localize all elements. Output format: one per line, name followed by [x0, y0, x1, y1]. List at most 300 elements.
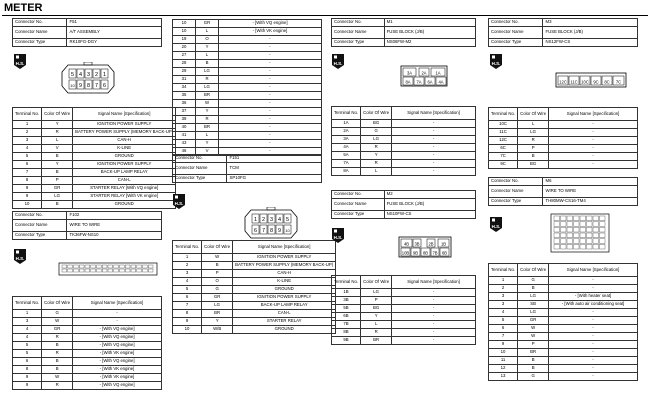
terminal-row: [489, 357, 638, 365]
wire-color: R: [42, 382, 73, 390]
terminal-row: [489, 277, 638, 285]
terminal-number: 7: [173, 302, 202, 310]
wire-color: BR: [361, 337, 392, 345]
wire-color: LG: [518, 129, 549, 137]
wire-color: B: [42, 201, 73, 209]
hs-label: H.S.: [15, 61, 25, 66]
signal-name: -: [219, 36, 322, 44]
connector-info-table: [488, 177, 638, 206]
terminal-row: [173, 108, 322, 116]
signal-name: -: [219, 108, 322, 116]
signal-name: CAN-H: [73, 137, 176, 145]
terminal-row: [173, 52, 322, 60]
signal-name: -: [392, 168, 476, 176]
terminal-row: [489, 137, 638, 145]
terminal-row: [489, 129, 638, 137]
signal-name: -: [549, 333, 638, 341]
signal-name: -: [549, 145, 638, 153]
terminal-number: 6: [13, 358, 42, 366]
signal-name: K-LINE: [73, 145, 176, 153]
wire-color: O: [202, 278, 233, 286]
signal-name: -: [549, 317, 638, 325]
terminal-number: 7A: [332, 160, 361, 168]
terminal-row: [489, 301, 638, 309]
wire-color: BR: [196, 124, 219, 132]
signal-name: -: [392, 289, 476, 297]
signal-name: K-LINE: [233, 278, 336, 286]
hs-icon: [172, 193, 186, 210]
wire-color: GR: [518, 317, 549, 325]
terminal-table: [12, 296, 162, 390]
connector-info-table: [488, 18, 638, 47]
terminal-number: 8B: [332, 329, 361, 337]
signal-header: Signal Name [Specification]: [549, 108, 638, 121]
terminal-number: 2: [13, 129, 42, 137]
terminal-row: [332, 297, 476, 305]
title-divider: [2, 15, 648, 16]
terminal-number: 11C: [489, 129, 518, 137]
pin-label: 2: [261, 217, 266, 223]
terminal-row: [173, 262, 336, 270]
signal-name: -: [549, 349, 638, 357]
wire-color: P: [202, 270, 233, 278]
signal-name: BACK-UP LAMP RELAY: [73, 169, 176, 177]
signal-name: STARTER RELAY [With VQ engine]: [73, 185, 176, 193]
wire-color: LG: [196, 68, 219, 76]
color-header: Color Of Wire: [42, 108, 73, 121]
terminal-row: [173, 286, 336, 294]
terminal-number: 27: [173, 52, 196, 60]
terminal-row: [13, 334, 162, 342]
wire-color: R: [361, 160, 392, 168]
terminal-number: 10: [13, 201, 42, 209]
wire-color: W: [518, 325, 549, 333]
terminal-number: 3: [13, 318, 42, 326]
terminal-number: 9: [13, 382, 42, 390]
wire-color: W: [42, 374, 73, 382]
terminal-row: [13, 145, 176, 153]
signal-name: GROUND: [233, 326, 336, 334]
terminal-number: 5: [13, 342, 42, 350]
pin-label: 1: [102, 72, 107, 78]
terminal-row: [173, 44, 322, 52]
info-value: TK36FW-NS10: [67, 232, 162, 240]
signal-name: CAN-L: [233, 310, 336, 318]
terminal-number: 6: [489, 325, 518, 333]
info-value: FUSE BLOCK (J/B): [543, 27, 638, 39]
signal-name: -: [219, 84, 322, 92]
info-label: Connector Name: [173, 163, 227, 175]
terminal-number: 4: [13, 145, 42, 153]
connector-face-icon: [400, 65, 448, 87]
terminal-row: [13, 358, 162, 366]
terminal-row: [173, 116, 322, 124]
wire-color: R: [42, 350, 73, 358]
signal-name: -: [219, 76, 322, 84]
connector-info-table: [172, 154, 322, 183]
signal-name: - [With auto air conditioning seat]: [549, 301, 638, 309]
terminal-row: [13, 350, 162, 358]
terminal-number: 35: [173, 92, 196, 100]
info-value: F102: [67, 212, 162, 220]
terminal-table-header: [332, 107, 476, 120]
connector-info-table: [12, 18, 162, 47]
signal-name: -: [392, 305, 476, 313]
connector-face-icon: [550, 213, 610, 253]
wire-color: GR: [196, 20, 219, 28]
terminal-number: 6B: [332, 313, 361, 321]
terminal-table-header: [13, 297, 162, 310]
info-label: Connector Type: [13, 232, 67, 240]
info-label: Connector No.: [332, 191, 385, 199]
terminal-row: [489, 325, 638, 333]
terminal-number: 8: [13, 177, 42, 185]
signal-name: -: [219, 44, 322, 52]
signal-name: -: [392, 120, 476, 128]
terminal-row: [173, 294, 336, 302]
info-row: [332, 191, 476, 199]
terminal-number: 3A: [332, 136, 361, 144]
info-row: [332, 199, 476, 211]
wire-color: G: [518, 373, 549, 381]
terminal-row: [173, 326, 336, 334]
wire-color: GR: [42, 326, 73, 334]
terminal-number: 43: [173, 140, 196, 148]
signal-name: -: [219, 68, 322, 76]
wire-color: R: [361, 144, 392, 152]
terminal-number: 4: [489, 309, 518, 317]
wire-color: LG: [361, 289, 392, 297]
terminal-row: [332, 144, 476, 152]
pin-label: 1A: [435, 70, 441, 76]
terminal-number: 12: [489, 365, 518, 373]
terminal-number: 7: [489, 333, 518, 341]
info-label: Connector Name: [489, 27, 543, 39]
wire-color: Y: [202, 318, 233, 326]
signal-name: - [With VQ engine]: [73, 326, 162, 334]
wire-color: B: [518, 153, 549, 161]
terminal-row: [173, 100, 322, 108]
signal-name: -: [219, 140, 322, 148]
wire-color: B: [42, 169, 73, 177]
signal-name: -: [549, 341, 638, 349]
info-row: [489, 186, 638, 198]
wire-color: V: [42, 145, 73, 153]
wire-color: G: [518, 277, 549, 285]
info-value: TH80MW-CS16-TM4: [543, 198, 638, 206]
terminal-row: [13, 382, 162, 390]
signal-name: -: [549, 121, 638, 129]
pin-label: 7C: [615, 79, 622, 85]
signal-name: -: [219, 100, 322, 108]
info-value: A/T ASSEMBLY: [67, 27, 162, 39]
terminal-row: [489, 309, 638, 317]
terminal-row: [13, 169, 176, 177]
terminal-table: [488, 107, 638, 169]
terminal-number: 1B: [332, 289, 361, 297]
wire-color: BG: [361, 120, 392, 128]
terminal-header: Terminal No.: [13, 297, 42, 310]
terminal-number: 2A: [332, 128, 361, 136]
terminal-number: 4: [13, 326, 42, 334]
terminal-row: [13, 129, 176, 137]
terminal-row: [173, 36, 322, 44]
terminal-row: [489, 349, 638, 357]
color-header: Color Of Wire: [518, 264, 549, 277]
terminal-number: 10: [173, 20, 196, 28]
hs-icon: [13, 248, 27, 265]
terminal-number: 9: [13, 185, 42, 193]
connector-face-icon: [60, 62, 116, 96]
terminal-number: 3: [13, 137, 42, 145]
terminal-row: [489, 365, 638, 373]
terminal-number: 4: [173, 278, 202, 286]
terminal-number: 7: [13, 169, 42, 177]
wire-color: LG: [202, 302, 233, 310]
hs-label: H.S.: [333, 235, 343, 240]
terminal-row: [13, 193, 176, 201]
signal-name: GROUND: [73, 153, 176, 161]
wire-color: SB: [518, 301, 549, 309]
info-row: [489, 198, 638, 206]
info-value: WIRE TO WIRE: [67, 220, 162, 232]
terminal-number: 41: [173, 132, 196, 140]
terminal-table-header: [13, 108, 176, 121]
wire-color: Y: [196, 44, 219, 52]
terminal-row: [173, 92, 322, 100]
hs-label: H.S.: [174, 201, 184, 206]
wire-color: BG: [361, 305, 392, 313]
signal-name: -: [392, 144, 476, 152]
pin-label: 10: [70, 83, 75, 88]
info-row: [173, 175, 322, 183]
info-label: Connector No.: [489, 178, 543, 186]
wire-color: P: [518, 341, 549, 349]
wire-color: R: [196, 116, 219, 124]
signal-name: - [With heater seat]: [549, 293, 638, 301]
wire-color: LG: [196, 84, 219, 92]
terminal-number: 5: [173, 286, 202, 294]
wire-color: B: [42, 366, 73, 374]
terminal-row: [332, 313, 476, 321]
terminal-number: 1A: [332, 120, 361, 128]
terminal-header: Terminal No.: [332, 107, 361, 120]
connector-info-table: [12, 211, 162, 240]
wire-color: R: [196, 76, 219, 84]
terminal-number: 29: [173, 68, 196, 76]
terminal-row: [13, 342, 162, 350]
signal-name: -: [219, 124, 322, 132]
signal-name: -: [549, 365, 638, 373]
info-label: Connector Name: [489, 186, 543, 198]
wire-color: B: [196, 60, 219, 68]
terminal-number: 6: [13, 161, 42, 169]
pin-label: 8C: [604, 79, 610, 85]
info-label: Connector Type: [332, 211, 385, 219]
wire-color: L: [196, 52, 219, 60]
terminal-row: [489, 341, 638, 349]
info-row: [13, 212, 162, 220]
terminal-row: [13, 137, 176, 145]
wire-color: B: [42, 342, 73, 350]
terminal-number: 6: [173, 294, 202, 302]
wire-color: B: [518, 365, 549, 373]
signal-name: -: [549, 285, 638, 293]
terminal-table-header: [489, 264, 638, 277]
terminal-row: [13, 177, 176, 185]
wire-color: L: [196, 28, 219, 36]
signal-name: STARTER RELAY: [233, 318, 336, 326]
terminal-row: [173, 254, 336, 262]
signal-name: IGNITION POWER SUPPLY: [73, 161, 176, 169]
terminal-row: [173, 302, 336, 310]
connector-info-table: [331, 190, 476, 219]
info-row: [13, 27, 162, 39]
terminal-number: 10: [173, 326, 202, 334]
terminal-row: [332, 120, 476, 128]
info-row: [332, 19, 476, 27]
pin-label: 6: [102, 83, 107, 89]
terminal-number: 8: [173, 310, 202, 318]
info-label: Connector No.: [13, 212, 67, 220]
terminal-row: [173, 20, 322, 28]
info-value: TCM: [227, 163, 322, 175]
color-header: Color Of Wire: [361, 276, 392, 289]
info-value: RK10FG-DGY: [67, 39, 162, 47]
connector-face-icon: [398, 236, 452, 258]
info-value: WIRE TO WIRE: [543, 186, 638, 198]
wire-color: P: [518, 145, 549, 153]
hs-label: H.S.: [491, 61, 501, 66]
signal-name: -: [219, 148, 322, 156]
wire-color: R: [518, 137, 549, 145]
wire-color: B: [518, 357, 549, 365]
info-value: NS10FW-CS: [384, 211, 475, 219]
wire-color: Y: [42, 121, 73, 129]
wire-color: B: [518, 285, 549, 293]
terminal-number: 5B: [332, 305, 361, 313]
pin-label: 4: [277, 217, 282, 223]
terminal-number: 7B: [332, 321, 361, 329]
wire-color: Y: [42, 161, 73, 169]
terminal-number: 8: [13, 366, 42, 374]
wire-color: G: [361, 128, 392, 136]
signal-name: -: [392, 297, 476, 305]
terminal-number: 9: [13, 374, 42, 382]
signal-name: CAN-L: [73, 177, 176, 185]
info-label: Connector No.: [489, 19, 543, 27]
terminal-table: [12, 107, 176, 209]
terminal-table: [331, 275, 476, 345]
signal-name: -: [549, 373, 638, 381]
signal-header: Signal Name [Specification]: [233, 241, 336, 254]
terminal-row: [332, 329, 476, 337]
info-label: Connector No.: [13, 19, 67, 27]
wire-color: LG: [42, 193, 73, 201]
wire-color: G: [42, 310, 73, 318]
info-row: [13, 220, 162, 232]
pin-label: 7B: [432, 250, 438, 256]
pin-label: 2B: [428, 241, 434, 247]
signal-name: -: [73, 310, 162, 318]
terminal-row: [13, 310, 162, 318]
terminal-row: [332, 305, 476, 313]
signal-name: -: [219, 132, 322, 140]
info-row: [13, 39, 162, 47]
terminal-number: 3: [489, 293, 518, 301]
color-header: Color Of Wire: [518, 108, 549, 121]
signal-name: -: [219, 92, 322, 100]
terminal-row: [489, 161, 638, 169]
wire-color: LG: [518, 293, 549, 301]
connector-face-icon: [555, 72, 627, 88]
pin-label: 6A: [427, 79, 433, 85]
terminal-table: [331, 106, 476, 176]
terminal-row: [332, 136, 476, 144]
signal-name: -: [392, 160, 476, 168]
info-value: M6: [543, 178, 638, 186]
info-value: FUSE BLOCK (J/B): [384, 27, 475, 39]
signal-name: -: [392, 329, 476, 337]
info-row: [489, 27, 638, 39]
terminal-row: [489, 145, 638, 153]
info-value: NS12FW-CS: [543, 39, 638, 47]
terminal-number: 40: [173, 124, 196, 132]
info-value: F151: [227, 155, 322, 163]
signal-header: Signal Name [Specification]: [73, 108, 176, 121]
wire-color: L: [518, 121, 549, 129]
terminal-number: 4A: [332, 144, 361, 152]
connector-face-icon: [243, 207, 299, 241]
info-label: Connector Type: [489, 198, 543, 206]
terminal-row: [173, 310, 336, 318]
wire-color: G: [202, 286, 233, 294]
wire-color: W: [202, 254, 233, 262]
hs-label: H.S.: [15, 256, 25, 261]
pin-label: 6: [253, 228, 258, 234]
wire-color: GR: [202, 294, 233, 302]
signal-name: -: [549, 129, 638, 137]
signal-name: -: [549, 161, 638, 169]
terminal-number: 19: [173, 36, 196, 44]
signal-name: - [With VQ engine]: [73, 382, 162, 390]
hs-icon: [13, 53, 27, 70]
info-label: Connector Name: [332, 199, 385, 211]
info-value: F51: [67, 19, 162, 27]
wire-color: Y: [196, 140, 219, 148]
info-row: [13, 19, 162, 27]
info-row: [173, 163, 322, 175]
wire-color: Y: [361, 152, 392, 160]
signal-name: -: [549, 277, 638, 285]
info-label: Connector No.: [173, 155, 227, 163]
terminal-number: 3: [489, 301, 518, 309]
info-label: Connector Type: [13, 39, 67, 47]
pin-label: 1B: [440, 241, 447, 247]
pin-label: 6B: [441, 250, 448, 256]
info-value: M2: [384, 191, 475, 199]
wire-color: BR: [518, 349, 549, 357]
wire-color: L: [361, 168, 392, 176]
pin-label: 8: [269, 228, 274, 234]
terminal-table-header: [489, 108, 638, 121]
pin-label: 9: [277, 228, 282, 234]
wire-color: W/B: [202, 326, 233, 334]
terminal-row: [13, 153, 176, 161]
info-value: M3: [543, 19, 638, 27]
terminal-number: 10: [489, 349, 518, 357]
terminal-table: [172, 19, 322, 156]
